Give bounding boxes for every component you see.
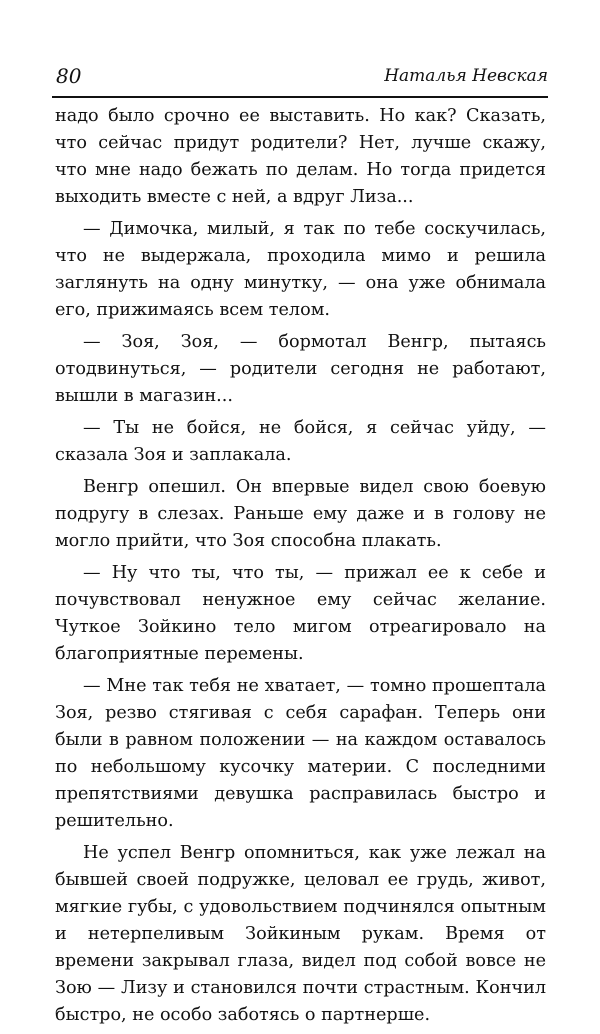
paragraph: — Ну что ты, что ты, — прижал ее к себе и почувствовал ненужное ему сейчас желание. Чуткое Зойкино тело мигом отреагировало на благоприятные перемены. xyxy=(55,563,546,664)
paragraph: — Зоя, Зоя, — бормотал Венгр, пытаясь отодвинуться, — родители сегодня не работают, вышли в магазин... xyxy=(55,332,546,406)
body-text xyxy=(55,103,546,1034)
paragraph: — Димочка, милый, я так по тебе соскучилась, что не выдержала, проходила мимо и решила заглянуть на одну минутку, — она уже обнимала его, прижимаясь всем телом. xyxy=(55,219,546,320)
page-header xyxy=(52,62,548,98)
paragraph: — Ты не бойся, не бойся, я сейчас уйду, — сказала Зоя и заплакала. xyxy=(55,418,546,465)
paragraph: надо было срочно ее выставить. Но как? Сказать, что сейчас придут родители? Нет, лучше скажу, что мне надо бежать по делам. Но тогда придется выходить вместе с ней, а вдруг Лиза... xyxy=(55,106,546,207)
paragraph: Не успел Венгр опомниться, как уже лежал на бывшей своей подружке, целовал ее грудь, живот, мягкие губы, с удовольствием подчинялся опытным и нетерпеливым Зойкиным рукам. Время от времени закрывал глаза, видел под собой вовсе не Зою — Лизу и становился почти страстным. Кончил быстро, не особо заботясь о партнерше. xyxy=(55,843,546,1025)
running-head-author: Наталья Невская xyxy=(384,66,548,86)
paragraph: — Мне так тебя не хватает, — томно прошептала Зоя, резво стягивая с себя сарафан. Теперь они были в равном положении — на каждом оставалось по небольшому кусочку материи. С последними препятствиями девушка расправилась быстро и решительно. xyxy=(55,676,546,831)
paragraph: Венгр опешил. Он впервые видел свою боевую подругу в слезах. Раньше ему даже и в голову не могло прийти, что Зоя способна плакать. xyxy=(55,477,546,551)
page-number: 80 xyxy=(56,64,82,88)
